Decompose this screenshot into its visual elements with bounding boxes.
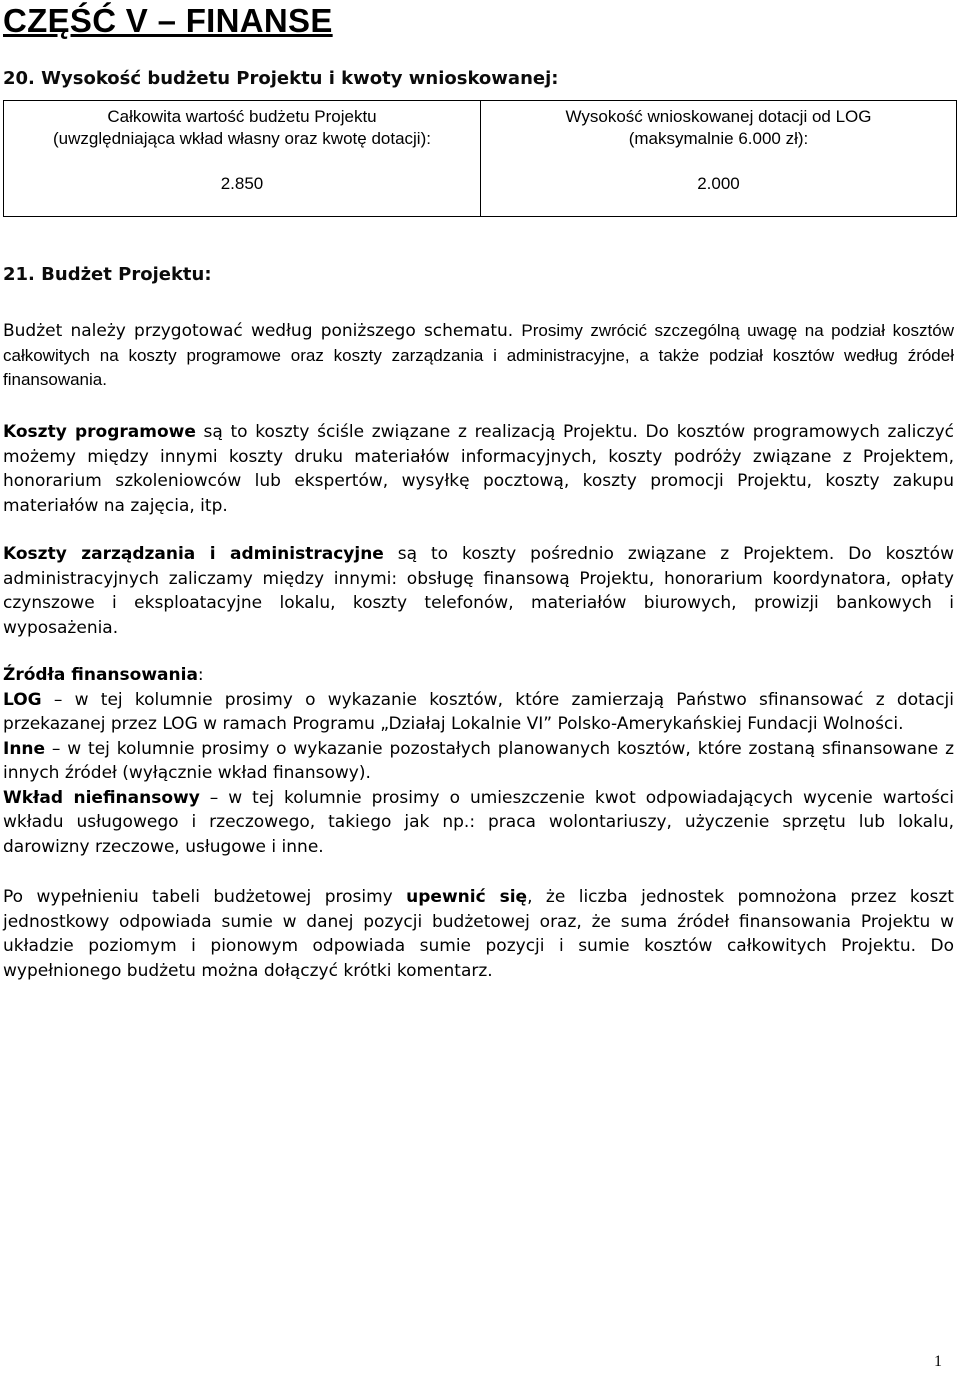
page-title: CZĘŚĆ V – FINANSE — [3, 2, 333, 39]
total-budget-value: 2.850 — [220, 174, 264, 193]
program-costs-examples: Do kosztów programowych zaliczyć możemy między innymi koszty druku materiałów informacyjnych, koszty podróży związane z Projektem, honorarium szkoleniowców lub ekspertów, wysyłkę pocztową, koszty promocji Projektu, koszty zakupu materiałów na zajęcia, itp. — [3, 422, 954, 516]
log-description: – w tej kolumnie prosimy o wykazanie kosztów, które zamierzają Państwo sfinansować z dotacji przekazanej przez LOG w ramach Programu „Działaj Lokalnie VI” Polsko-Amerykańskiej Fundacji Wolności. — [3, 689, 954, 734]
verification-emphasis: upewnić się — [406, 887, 528, 907]
total-budget-label-line2: (uwzględniająca wkład własny oraz kwotę dotacji): — [53, 129, 431, 148]
admin-costs-definition: są to koszty pośrednio związane z Projektem. Do kosztów administracyjnych zaliczamy między innymi: obsługę finansową Projektu, honorarium koordynatora, opłaty czynszowe i eksploatacyjne lokalu, koszty telefonów, materiałów biurowych, prowizji bankowych i wyposażenia. — [3, 544, 954, 638]
funding-sources-colon: : — [197, 665, 204, 685]
total-budget-label-line1: Całkowita wartość budżetu Projektu — [107, 107, 377, 126]
other-description: – w tej kolumnie prosimy o wykazanie pozostałych planowanych kosztów, które zostaną sfinansowane z innych źródeł (wyłącznie wkład finansowy). — [3, 738, 954, 783]
verification-paragraph — [3, 885, 954, 983]
in-kind-term: Wkład niefinansowy — [3, 787, 200, 808]
budget-sources-text: źródeł finansowania. — [3, 345, 954, 389]
requested-grant-value: 2.000 — [697, 174, 740, 193]
verification-text-end: , że liczba jednostek pomnożona przez koszt jednostkowy odpowiada sumie w danej pozycji budżetowej oraz, że suma źródeł finansowania Projektu w układzie poziomym i pionowym odpowiada sumie pozycji i sumie kosztów całkowitych Projektu. Do wypełnionego budżetu można dołączyć krótki komentarz. — [3, 887, 954, 981]
budget-summary-table — [3, 100, 957, 217]
other-term: Inne — [3, 738, 46, 759]
log-term: LOG — [3, 689, 42, 710]
admin-costs-paragraph — [3, 542, 954, 640]
verification-text-start: Po wypełnieniu tabeli budżetowej prosimy — [3, 887, 407, 907]
funding-sources-paragraph — [3, 663, 954, 859]
total-budget-label — [4, 106, 480, 150]
requested-grant-label-line2: (maksymalnie 6.000 zł): — [628, 129, 809, 148]
total-budget-cell — [4, 101, 481, 216]
section-20-heading: 20. Wysokość budżetu Projektu i kwoty wnioskowanej: — [3, 68, 559, 89]
budget-intro-text: Budżet należy przygotować według poniższego schematu. — [3, 321, 522, 341]
requested-grant-cell — [481, 101, 956, 216]
in-kind-description: – w tej kolumnie prosimy o umieszczenie kwot odpowiadających wycenie wartości wkładu usługowego i rzeczowego, takiego jak np.: praca wolontariuszy, użyczenie sprzętu lub lokalu, darowizny rzeczowe, usługowe i inne. — [3, 787, 955, 857]
requested-grant-label — [481, 106, 956, 150]
requested-grant-label-line1: Wysokość wnioskowanej dotacji od LOG — [565, 107, 872, 126]
funding-sources-heading: Źródła finansowania — [3, 665, 198, 685]
program-costs-paragraph — [3, 420, 954, 518]
program-costs-term: Koszty programowe — [3, 422, 196, 442]
page-number: 1 — [934, 1353, 942, 1370]
admin-costs-term: Koszty zarządzania i administracyjne — [3, 544, 384, 564]
budget-cost-split-text: Prosimy zwrócić szczególną uwagę na podział kosztów całkowitych na koszty programowe oraz koszty zarządzania i administracyjne, a także podział kosztów według — [3, 321, 954, 365]
section-21-heading: 21. Budżet Projektu: — [3, 264, 212, 285]
program-costs-definition: są to koszty ściśle związane z realizacją Projektu. — [195, 422, 646, 442]
budget-instructions-paragraph — [3, 319, 954, 393]
